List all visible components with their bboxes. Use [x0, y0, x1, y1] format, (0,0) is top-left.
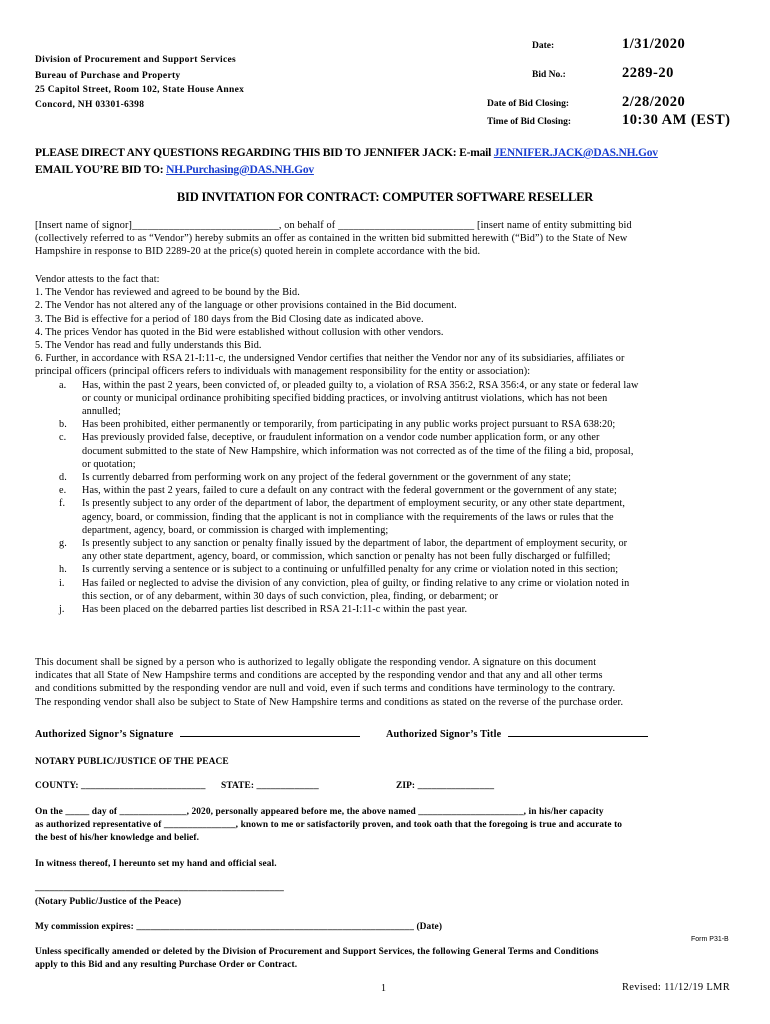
- sub-item-line: Is presently subject to any sanction or penalty finally issued by the department of labor, the department of employment security, or: [82, 538, 628, 550]
- address-line-4: Concord, NH 03301-6398: [35, 100, 145, 110]
- questions-email-link[interactable]: JENNIFER.JACK@DAS.NH.Gov: [493, 147, 658, 159]
- sub-item-line: Has been placed on the debarred parties list described in RSA 21-I:11-c within the past year.: [82, 604, 468, 616]
- sub-item-line: this section, or of any debarment, within 30 days of such conviction, plea, finding, or debarment; or: [82, 590, 499, 602]
- zip-field[interactable]: ZIP: ________________: [396, 781, 495, 791]
- email-bid-link[interactable]: NH.Purchasing@DAS.NH.Gov: [166, 164, 314, 176]
- attest-heading: Vendor attests to the fact that:: [35, 274, 160, 285]
- date-label: Date:: [532, 41, 555, 51]
- signor-signature-label: Authorized Signor’s Signature: [35, 729, 174, 740]
- sub-item-marker: b.: [59, 419, 67, 431]
- closing-paragraph: [35, 656, 727, 709]
- questions-text: PLEASE DIRECT ANY QUESTIONS REGARDING THIS BID TO JENNIFER JACK: E-mail: [35, 147, 494, 159]
- notary-signature-caption: (Notary Public/Justice of the Peace): [35, 897, 182, 907]
- sub-item-b: [35, 418, 735, 431]
- address-line-3: 25 Capitol Street, Room 102, State House Annex: [35, 85, 245, 95]
- attest-item: 4. The prices Vendor has quoted in the Bid were established without collusion with other vendors.: [35, 326, 444, 338]
- sub-item-i: [35, 577, 735, 603]
- sub-item-j: [35, 603, 735, 616]
- attest-item: 6. Further, in accordance with RSA 21-I:11-c, the undersigned Vendor certifies that neither the Vendor nor any of its subsidiaries, affiliates or: [35, 353, 625, 365]
- signor-title-label: Authorized Signor’s Title: [386, 729, 502, 740]
- page-title: BID INVITATION FOR CONTRACT: COMPUTER SOFTWARE RESELLER: [176, 190, 594, 204]
- state-field[interactable]: STATE: _____________: [221, 781, 319, 791]
- sub-item-marker: j.: [59, 604, 65, 616]
- sub-item-c: [35, 431, 735, 471]
- closing-line: indicates that all State of New Hampshire terms and conditions are accepted by the responding vendor and that any and all other terms: [35, 670, 603, 682]
- county-field[interactable]: COUNTY: __________________________: [35, 781, 206, 791]
- sub-item-marker: a.: [59, 379, 67, 391]
- commission-expires-field[interactable]: My commission expires: __________________________________________________________ (Date): [35, 922, 443, 932]
- intro-line: Hampshire in response to BID 2289-20 at the price(s) quoted herein in complete accordance with the bid.: [35, 246, 481, 258]
- sub-item-marker: c.: [59, 432, 67, 444]
- address-line-2: Bureau of Purchase and Property: [35, 71, 181, 81]
- sub-item-line: Has, within the past 2 years, been convicted of, or pleaded guilty to, a violation of RSA 356:2, RSA 356:4, or any state or federal law: [82, 379, 639, 391]
- intro-line: [Insert name of signor]____________________________, on behalf of __________________________ [insert name of entity submitting bid: [35, 220, 632, 231]
- terms-line: apply to this Bid and any resulting Purchase Order or Contract.: [35, 960, 298, 971]
- sub-item-line: or quotation;: [82, 458, 136, 470]
- sub-item-line: agency, board, or commission, finding that the applicant is not in compliance with the requirements of the laws or rules that the: [82, 511, 614, 523]
- oath-line: the best of his/her knowledge and belief.: [35, 833, 200, 844]
- bid-no-label: Bid No.:: [532, 70, 566, 80]
- form-id: Form P31-B: [691, 936, 729, 943]
- witness-line: In witness thereof, I hereunto set my hand and official seal.: [35, 859, 277, 869]
- sub-item-line: or county or municipal ordinance prohibiting specified bidding practices, or involving antitrust violations, which has not been: [82, 392, 608, 404]
- terms-line: Unless specifically amended or deleted by the Division of Procurement and Support Services, the following General Terms and Conditions: [35, 947, 599, 957]
- sub-item-line: any other state department, agency, board, or commission, which sanction or penalty has not been fully discharged or fulfilled;: [82, 551, 611, 563]
- revised-note: Revised: 11/12/19 LMR: [622, 982, 730, 993]
- sub-item-g: [35, 537, 735, 563]
- sub-item-line: Has previously provided false, deceptive, or fraudulent information on a vendor code number application form, or any other: [82, 432, 600, 444]
- oath-line: as authorized representative of _______________, known to me or satisfactorily proven, and took oath that the foregoing is true and accurate to: [35, 820, 623, 831]
- attest-item: 1. The Vendor has reviewed and agreed to be bound by the Bid.: [35, 287, 300, 299]
- attest-item: principal officers (principal officers refers to individuals with management responsibility for the entity or association):: [35, 366, 531, 378]
- notary-signature-field[interactable]: ____________________________________________________: [35, 883, 284, 893]
- email-bid-line: [35, 164, 314, 176]
- signor-title-field[interactable]: [508, 736, 648, 737]
- sub-item-d: [35, 471, 735, 484]
- page-number: 1: [381, 983, 386, 994]
- closing-line: and conditions submitted by the responding vendor are null and void, even if such terms and conditions have terminology to the contrary.: [35, 683, 616, 695]
- signor-title-row: [386, 729, 648, 740]
- sub-item-a: [35, 379, 735, 419]
- attest-item: 3. The Bid is effective for a period of 180 days from the Bid Closing date as indicated above.: [35, 313, 424, 325]
- sub-item-line: Has, within the past 2 years, failed to cure a default on any contract with the federal government or the government of any state;: [82, 485, 617, 497]
- sub-item-line: document submitted to the state of New Hampshire, which information was not corrected as of the time of the filing a bid, proposal,: [82, 445, 634, 457]
- sub-item-marker: g.: [59, 538, 67, 550]
- closing-line: The responding vendor shall also be subject to State of New Hampshire terms and conditions as stated on the reverse of the purchase order.: [35, 696, 624, 708]
- sub-item-line: annulled;: [82, 406, 121, 418]
- closing-line: This document shall be signed by a person who is authorized to legally obligate the responding vendor. A signature on this document: [35, 657, 597, 668]
- closing-time-label: Time of Bid Closing:: [487, 117, 572, 127]
- attest-list: [35, 273, 735, 616]
- closing-date-label: Date of Bid Closing:: [487, 99, 570, 109]
- oath-line: On the _____ day of ______________, 2020, personally appeared before me, the above named ______________________, in his/her capacity: [35, 807, 604, 817]
- attest-item: 5. The Vendor has read and fully understands this Bid.: [35, 340, 262, 352]
- email-bid-text: EMAIL YOU’RE BID TO:: [35, 164, 167, 176]
- notary-heading: NOTARY PUBLIC/JUSTICE OF THE PEACE: [35, 757, 229, 767]
- address-line-1: Division of Procurement and Support Services: [35, 55, 237, 65]
- sub-item-f: [35, 497, 735, 537]
- bid-no-value: 2289-20: [622, 65, 674, 81]
- signor-signature-field[interactable]: [180, 736, 360, 737]
- sub-item-line: Is currently serving a sentence or is subject to a continuing or unfulfilled penalty for any crime or violation noted in this section;: [82, 564, 619, 576]
- sub-item-line: department, agency, board, or commission is charged with implementing;: [82, 524, 389, 536]
- sub-item-line: Has failed or neglected to advise the division of any conviction, plea of guilty, or finding relative to any crime or violation noted in: [82, 577, 630, 589]
- sub-item-marker: i.: [59, 577, 65, 589]
- sub-item-marker: h.: [59, 564, 67, 576]
- questions-contact-line: [35, 147, 658, 159]
- closing-date-value: 2/28/2020: [622, 94, 686, 110]
- terms-notice: [35, 946, 735, 972]
- attest-item: 2. The Vendor has not altered any of the language or other provisions contained in the Bid document.: [35, 300, 457, 312]
- intro-paragraph: [35, 219, 727, 259]
- sub-item-line: Has been prohibited, either permanently or temporarily, from participating in any public works project pursuant to RSA 638:20;: [82, 419, 616, 431]
- closing-time-value: 10:30 AM (EST): [622, 112, 731, 128]
- signor-signature-row: [35, 729, 360, 740]
- sub-item-marker: d.: [59, 472, 67, 484]
- sub-item-e: [35, 484, 735, 497]
- sub-item-h: [35, 563, 735, 576]
- sub-item-marker: e.: [59, 485, 67, 497]
- notary-oath: [35, 806, 735, 846]
- sub-item-marker: f.: [59, 498, 66, 510]
- intro-line: (collectively referred to as “Vendor”) hereby submits an offer as contained in the written bid submitted herewith (“Bid”) to the State of New: [35, 233, 628, 245]
- sub-item-line: Is currently debarred from performing work on any project of the federal government or the government of any state;: [82, 472, 572, 484]
- date-value: 1/31/2020: [622, 36, 686, 52]
- sub-item-line: Is presently subject to any order of the department of labor, the department of employment security, or any other state department,: [82, 498, 626, 510]
